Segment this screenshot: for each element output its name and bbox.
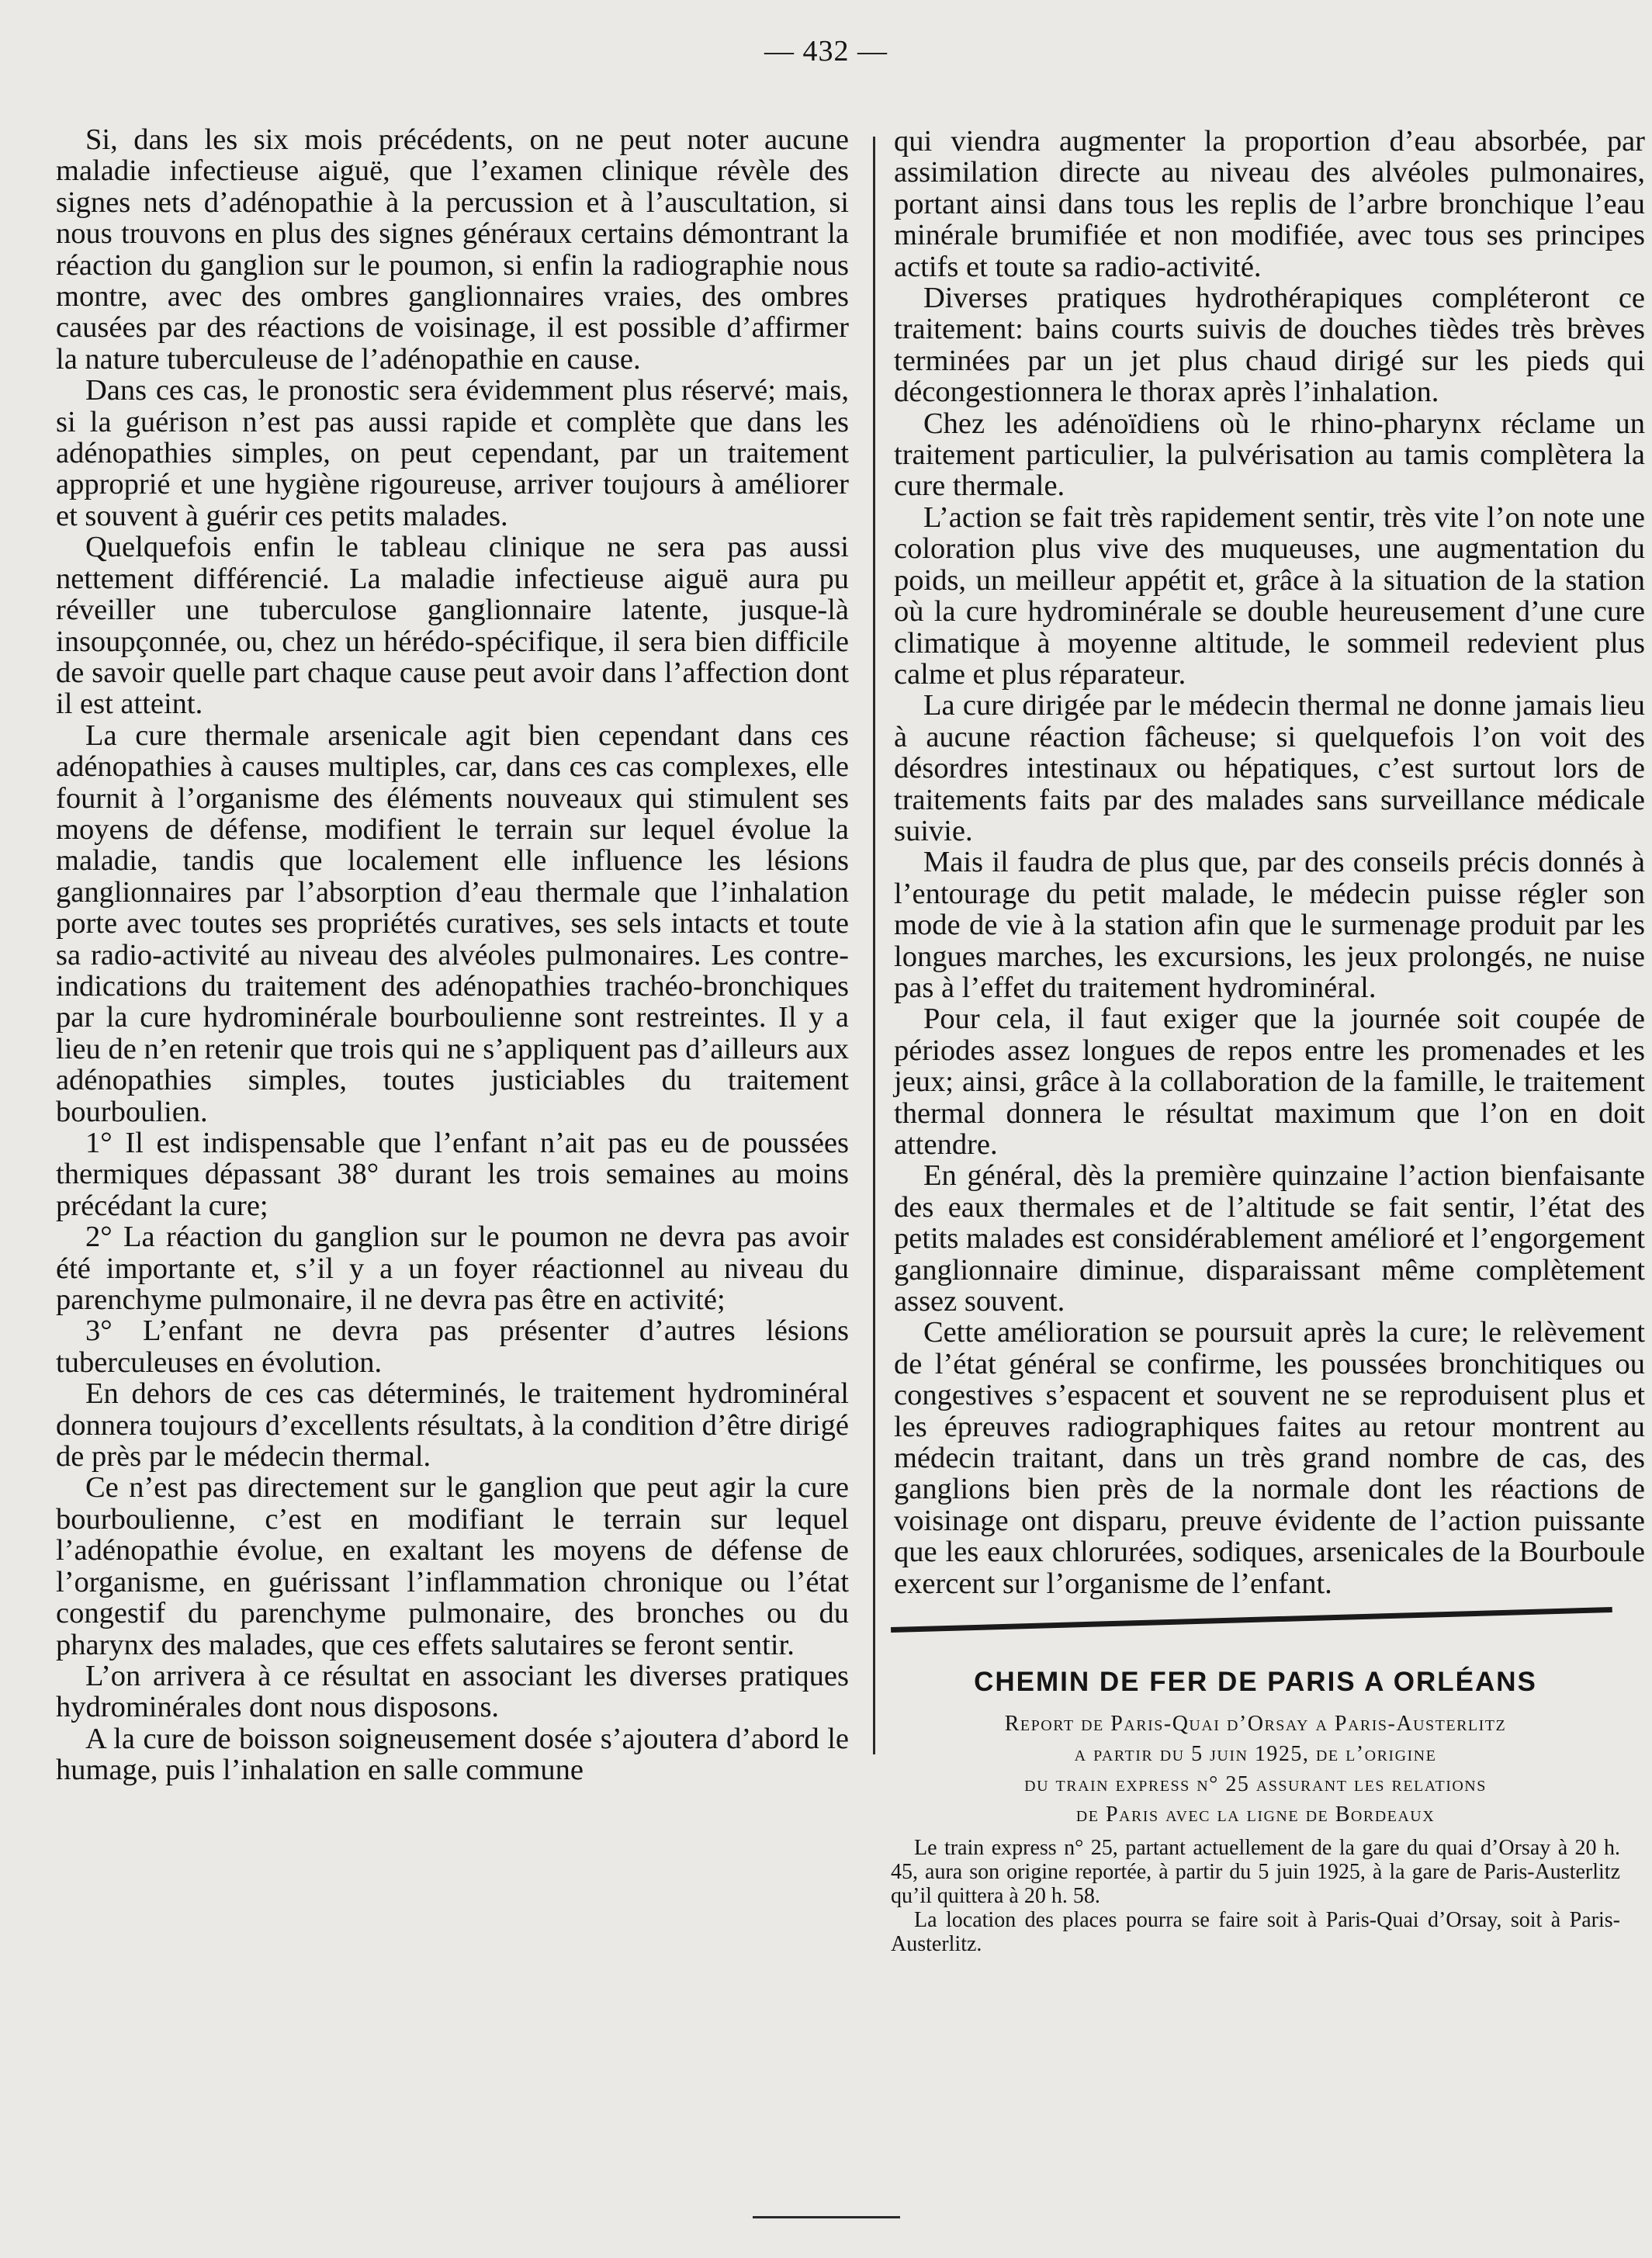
paragraph: Ce n’est pas directement sur le ganglion que peut agir la cure bourboulienne, c’est en modifiant le terrain sur lequel l’adénopathie évolue, en exaltant les moyens de défense de l’organisme, en guérissant l’inflammation chronique ou l’état congestif du parenchyme pulmonaire, des bronches ou du pharynx des malades, que ces effets salutaires se feront sentir. (56, 1471, 849, 1661)
paragraph: Diverses pratiques hydrothérapiques compléteront ce traitement: bains courts suivis de douches tièdes très brèves terminées par un jet plus chaud dirigé sur les pieds qui décongestionnera le thorax après l’inhalation. (894, 282, 1645, 409)
paragraph: L’on arrivera à ce résultat en associant les diverses pratiques hydrominérales dont nous disposons. (56, 1659, 849, 1724)
paragraph-continuation: qui viendra augmenter la proportion d’eau absorbée, par assimilation directe au niveau des alvéoles pulmonaires, portant ainsi dans tous les replis de l’arbre bronchique l’eau minérale brumifiée et non modifiée, avec tous ses principes actifs et toute sa radio-activité. (894, 125, 1645, 283)
right-column (894, 126, 1645, 1599)
paragraph: Mais il faudra de plus que, par des conseils précis donnés à l’entourage du petit malade, le médecin puisse régler son mode de vie à la station afin que le surmenage produit par les longues marches, les excursions, les jeux prolongés, ne nuise pas à l’effet du traitement hydrominéral. (894, 846, 1645, 1004)
paragraph: Cette amélioration se poursuit après la cure; le relèvement de l’état général se confirme, les poussées bronchitiques ou congestives s’espacent et souvent ne se reproduisent plus et les épreuves radiographiques faites au retour montrent au médecin traitant, dans un très grand nombre de cas, des ganglions bien près de la normale dont les réactions de voisinage ont disparu, preuve évidente de l’action puissante que les eaux chlorurées, sodiques, arsenicales de la Bourboule exercent sur l’organisme de l’enfant. (894, 1316, 1645, 1600)
paragraph: A la cure de boisson soigneusement dosée s’ajoutera d’abord le humage, puis l’inhalation en salle commune (56, 1722, 849, 1787)
paragraph: Dans ces cas, le pronostic sera évidemment plus réservé; mais, si la guérison n’est pas aussi rapide et complète que dans les adénopathies simples, on peut cependant, par un traitement approprié et une hygiène rigoureuse, arriver toujours à améliorer et souvent à guérir ces petits malades. (56, 374, 849, 532)
paragraph: La cure thermale arsenicale agit bien cependant dans ces adénopathies à causes multiples, car, dans ces cas complexes, elle fournit à l’organisme des éléments nouveaux qui stimulent ses moyens de défense, modifient le terrain sur lequel évolue la maladie, tandis que localement elle influence les lésions ganglionnaires par l’absorption d’eau thermale que l’inhalation porte avec toutes ses propriétés curatives, ses sels intacts et toute sa radio-activité au niveau des alvéoles pulmonaires. Les contre-indications du traitement des adénopathies trachéo-bronchiques par la cure hydrominérale bourboulienne sont restreintes. Il y a lieu de n’en retenir que trois qui ne s’appliquent pas d’ailleurs aux adénopathies simples, toutes justiciables du traitement bourboulien. (56, 719, 849, 1128)
list-item-contraindication-1: 1° Il est indispensable que l’enfant n’ait pas eu de poussées thermiques dépassant 38° durant les trois semaines au moins précédant la cure; (56, 1127, 849, 1222)
notice-subtitle-line: a partir du 5 juin 1925, de l’origine (1074, 1742, 1437, 1766)
left-column (56, 124, 849, 1786)
paragraph: La cure dirigée par le médecin thermal ne donne jamais lieu à aucune réaction fâcheuse; si quelquefois l’on voit des désordres intestinaux ou hépatiques, c’est surtout lors de traitements faits par des malades sans surveillance médicale suivie. (894, 689, 1645, 847)
paragraph: L’action se fait très rapidement sentir, très vite l’on note une coloration plus vive des muqueuses, une augmentation du poids, un meilleur appétit et, grâce à la situation de la station où la cure hydrominérale se double heureusement d’une cure climatique à moyenne altitude, le sommeil redevient plus calme et plus réparateur. (894, 500, 1645, 691)
railway-notice (891, 1667, 1620, 1956)
notice-subtitle-line: du train express n° 25 assurant les relations (1024, 1772, 1487, 1796)
notice-subtitle-line: de Paris avec la ligne de Bordeaux (1075, 1803, 1436, 1827)
notice-title: CHEMIN DE FER DE PARIS A ORLÉANS (974, 1667, 1537, 1697)
list-item-contraindication-2: 2° La réaction du ganglion sur le poumon ne devra pas avoir été importante et, s’il y a un foyer réactionnel au niveau du parenchyme pulmonaire, il ne devra pas être en activité; (56, 1221, 849, 1317)
list-item-contraindication-3: 3° L’enfant ne devra pas présenter d’autres lésions tuberculeuses en évolution. (56, 1314, 849, 1379)
notice-subtitle-line: Report de Paris-Quai d’Orsay a Paris-Austerlitz (1004, 1712, 1507, 1736)
bottom-rule (753, 2216, 900, 2218)
section-divider (891, 1607, 1612, 1633)
notice-paragraph: La location des places pourra se faire soit à Paris-Quai d’Orsay, soit à Paris-Austerlitz. (891, 1908, 1620, 1956)
page-number: — 432 — (764, 35, 888, 68)
paragraph: Si, dans les six mois précédents, on ne peut noter aucune maladie infectieuse aiguë, que l’examen clinique révèle des signes nets d’adénopathie à la percussion et à l’auscultation, si nous trouvons en plus des signes généraux certains démontrant la réaction du ganglion sur le poumon, si enfin la radiographie nous montre, avec des ombres ganglionnaires vraies, des ombres causées par des réactions de voisinage, il est possible d’affirmer la nature tuberculeuse de l’adénopathie en cause. (56, 123, 849, 376)
notice-body (891, 1836, 1620, 1956)
paragraph: En dehors de ces cas déterminés, le traitement hydrominéral donnera toujours d’excellents résultats, à la condition d’être dirigé de près par le médecin thermal. (56, 1377, 849, 1474)
paragraph: Pour cela, il faut exiger que la journée soit coupée de périodes assez longues de repos entre les promenades et les jeux; ainsi, grâce à la collaboration de la famille, le traitement thermal donnera le résultat maximum que l’on en doit attendre. (894, 1003, 1645, 1161)
notice-paragraph: Le train express n° 25, partant actuellement de la gare du quai d’Orsay à 20 h. 45, aura son origine reportée, à partir du 5 juin 1925, à la gare de Paris-Austerlitz qu’il quittera à 20 h. 58. (891, 1836, 1620, 1908)
paragraph: Chez les adénoïdiens où le rhino-pharynx réclame un traitement particulier, la pulvérisation au tamis complètera la cure thermale. (894, 407, 1645, 503)
column-divider (873, 137, 875, 1754)
paragraph: Quelquefois enfin le tableau clinique ne sera pas aussi nettement différencié. La maladie infectieuse aiguë aura pu réveiller une tuberculose ganglionnaire latente, jusque-là insoupçonnée, ou, chez un hérédo-spécifique, il sera bien difficile de savoir quelle part chaque cause peut avoir dans l’affection dont il est atteint. (56, 531, 849, 721)
paragraph: En général, dès la première quinzaine l’action bienfaisante des eaux thermales et de l’altitude se fait sentir, l’état des petits malades est considérablement amélioré et l’engorgement ganglionnaire diminue, disparaissant même complètement assez souvent. (894, 1159, 1645, 1318)
